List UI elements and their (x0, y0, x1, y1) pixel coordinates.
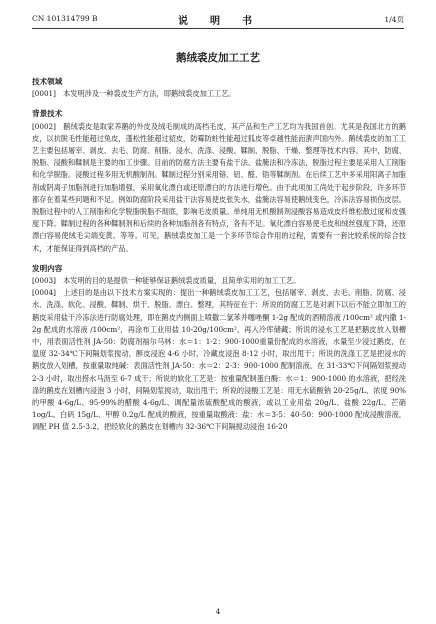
page-info: 1/4页 (384, 15, 404, 24)
page-header (32, 14, 404, 28)
header-rule (32, 28, 404, 29)
paragraph-0002: [0002] 鹅绒裘皮是取家养鹅的外皮及绒毛制成的高档毛皮，其产品和生产工艺均为我国首创。尤其是我国北方的鹅皮，以抗脱毛性能超过兔皮，蓬松性能超过貂皮，防霉防蛀性能超过狐皮等卓越性能而蜚声国内外。鹅绒裘皮的加工工艺主要包括屠宰、剥皮、去毛、防腐、削脂、浸水、洗涤、浸酸、鞣制、脱脂、干燥、整理等技术内容。其中，防腐、脱脂、浸酸和鞣制是主要的加工步骤。目前的防腐方法主要有盐干法、盐腌法和冷冻法，脱脂过程主要是采用人工削脂和化学脱脂。浸酸过程多用无机酸制剂。鞣制过程分别采用铬、铝、醛、锆等鞣制剂。在后续工艺中多采用阳离子加脂剂或阴离子加脂剂进行加脂增强，采用氧化漂白或还原漂白的方法进行增色。由于此项加工尚处于起步阶段，许多环节都存在着某些问题和不足。例如防腐阶段采用盐干法容易使皮张失水，盐腌法容易使鹅绒变色，冷冻法容易损伤皮层。脱脂过程中的人工削脂和化学脱脂脱脂不彻底，影响毛皮质量。单纯用无机酸制剂浸酸容易造成皮纤维松散过度和皮强度下降。鞣制过程的各种鞣制剂和后续的各种加脂剂各有特点，各有不足。氧化漂白容易使毛皮和绒丝强度下降，还原漂白容易使绒毛尖端变黄。等等。可见，鹅绒裘皮加工是一个多环节综合作用的过程，需要有一套比较系统的综合技术，才能保证得到高档的产品。 (32, 121, 406, 253)
field-heading: 技术领域 (32, 77, 63, 86)
background-heading: 背景技术 (32, 109, 63, 119)
paragraph-0004: [0004] 上述目的是由以下技术方案实现的：提出一种鹅绒裘皮加工工艺，包括屠宰、剥皮、去毛、削脂、防腐、浸水、洗涤、软化、浸酸、鞣制、烘干、脱脂、漂白、整理，其特征在于：所说的防腐工艺是对剥下以后不能立即加工的鹅皮采用盐干冷冻法进行防腐处理，即在鹅皮内侧面上喷撒二氯苯并噻唑酮 1-2g 配成的酒精溶液 /100cm² 或内撒 1-2g 配成的水溶液 /100cm²，再涂布工业用盐 10-20g/100cm²，再入冷库储藏；所说的浸水工艺是把鹅皮放入划槽中，用表面活性剂 JA-50：防腐剂福尔马林：水＝1：1-2：900-1000重量份配成的水溶液，水量至少浸过鹅皮，在温度 32-34℃下间隔划浆搅动，醉皮浸泡 4-6 小时，冷藏皮浸泡 8-12 小时，取出甩干；所说的洗涤工艺是把浸水的鹅皮放入划槽，按重量取纯碱：表面活性剂 JA-50：水＝2：2-3：900-1000 配制溶液，在 31-33℃下间隔划浆搅动 2-3 小时，取出捞水马沥至 6-7 成干；所说的软化工艺是：按重量配制蛋白酶：水＝1：900-1000 的水溶液，把经洗涤的鹅皮在划槽内浸泡 3 小时，间隔划浆搅动，取出甩干；所说的浸酸工艺是：用无水硫酸钠 20-25g/L、浓度 90%的甲酸 4-6g/L、95-99%的醋酸 4-6g/L、调配量浓硫酸配成的酸液，或以工业用盐 20g/L、盐酸 22g/L、芒硝 1og/L、白矾 15g/L、甲醇 0.2g/L 配成的酸液，按重量取酸液：盐：水＝3-5：40-50：900-1000 配成浸酸溶液，调配 PH 值 2.5-3.2，把经软化的鹅皮在划槽内 32-36℃下间隔搅动浸泡 16-20 (32, 288, 406, 432)
patent-number: CN 101314799 B (32, 14, 98, 23)
page-number: 4 (215, 607, 221, 616)
paragraph-0001: [0001] 本发明涉及一种裘皮生产方法，即鹅绒裘皮加工工艺。 (32, 89, 236, 99)
document-title: 鹅绒裘皮加工工艺 (176, 52, 260, 64)
document-body (32, 76, 406, 434)
paragraph-0003: [0003] 本发明的目的是提供一种能够保证鹅绒裘皮质量，且简单实用的加工工艺。 (32, 276, 301, 286)
summary-heading: 发明内容 (32, 263, 63, 273)
document-type: 说 明 书 (178, 16, 258, 27)
